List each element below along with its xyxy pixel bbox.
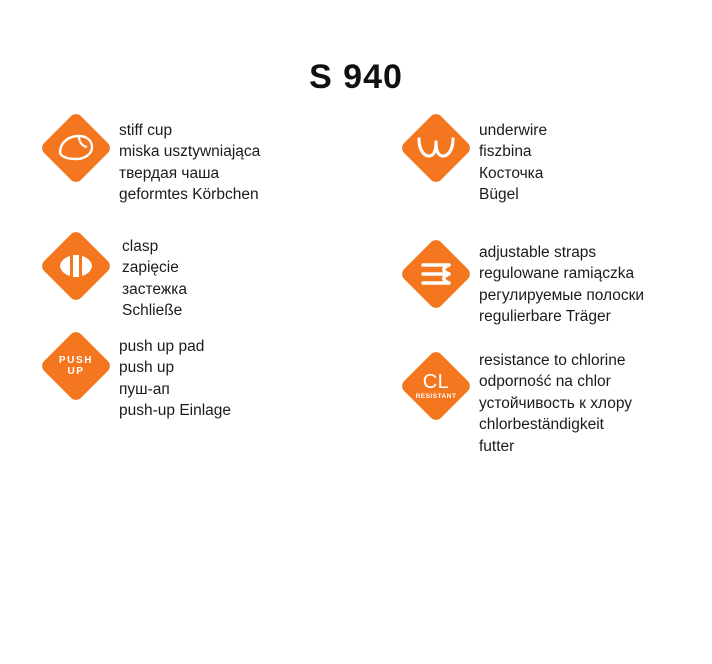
label-line: пуш-ап (119, 380, 170, 398)
label-line: Bügel (479, 186, 519, 204)
chlorine-resistance-labels (479, 350, 632, 457)
label-line: Schließe (122, 302, 183, 320)
feature-stiff-cup (40, 112, 260, 206)
clasp-badge (40, 230, 112, 302)
label-line: regulierbare Träger (479, 308, 611, 326)
underwire-labels (479, 112, 547, 206)
label-line: futter (479, 437, 515, 455)
clasp-icon (40, 230, 112, 302)
chlorine-resistant-icon (400, 350, 472, 422)
adjustable-straps-labels (479, 238, 644, 328)
label-line: regulowane ramiączka (479, 265, 635, 283)
underwire-badge (400, 112, 472, 184)
label-line: устойчивость к хлору (479, 394, 633, 412)
page-title: S 940 (309, 58, 403, 96)
push-up-icon-line2: UP (67, 366, 85, 377)
stiff-cup-labels (119, 112, 260, 206)
label-line: geformtes Körbchen (119, 186, 259, 204)
label-line: Косточка (479, 164, 544, 182)
stiff-cup-icon (40, 112, 112, 184)
label-line: регулируемые полоски (479, 286, 645, 304)
stiff-cup-badge (40, 112, 112, 184)
label-line: zapięcie (122, 259, 179, 277)
label-line: chlorbeständigkeit (479, 416, 604, 434)
push-up-icon-line1: PUSH (58, 354, 94, 366)
label-line: твердая чаша (119, 164, 220, 182)
chlorine-icon-line2: RESISTANT (415, 392, 457, 400)
label-line: clasp (122, 238, 159, 255)
label-line: push-up Einlage (119, 402, 232, 420)
label-line: push up (119, 359, 175, 377)
clasp-labels (122, 230, 187, 322)
label-line: miska usztywniająca (119, 143, 261, 161)
label-line: odporność na chlor (479, 373, 611, 391)
push-up-icon (40, 330, 112, 402)
chlorine-icon-line1: CL (422, 370, 450, 393)
label-line: underwire (479, 122, 548, 139)
label-line: push up pad (119, 338, 205, 355)
feature-push-up (40, 330, 231, 422)
chlorine-resistant-badge (400, 350, 472, 422)
feature-adjustable-straps (400, 238, 644, 328)
label-line: resistance to chlorine (479, 352, 626, 369)
adjustable-straps-icon (400, 238, 472, 310)
label-line: застежка (122, 280, 187, 298)
label-line: fiszbina (479, 143, 532, 161)
feature-underwire (400, 112, 547, 206)
push-up-labels (119, 330, 231, 422)
feature-clasp (40, 230, 187, 322)
label-line: adjustable straps (479, 244, 597, 261)
push-up-badge (40, 330, 112, 402)
label-line: stiff cup (119, 122, 173, 139)
feature-chlorine-resistance (400, 350, 632, 457)
adjustable-straps-badge (400, 238, 472, 310)
underwire-icon (400, 112, 472, 184)
